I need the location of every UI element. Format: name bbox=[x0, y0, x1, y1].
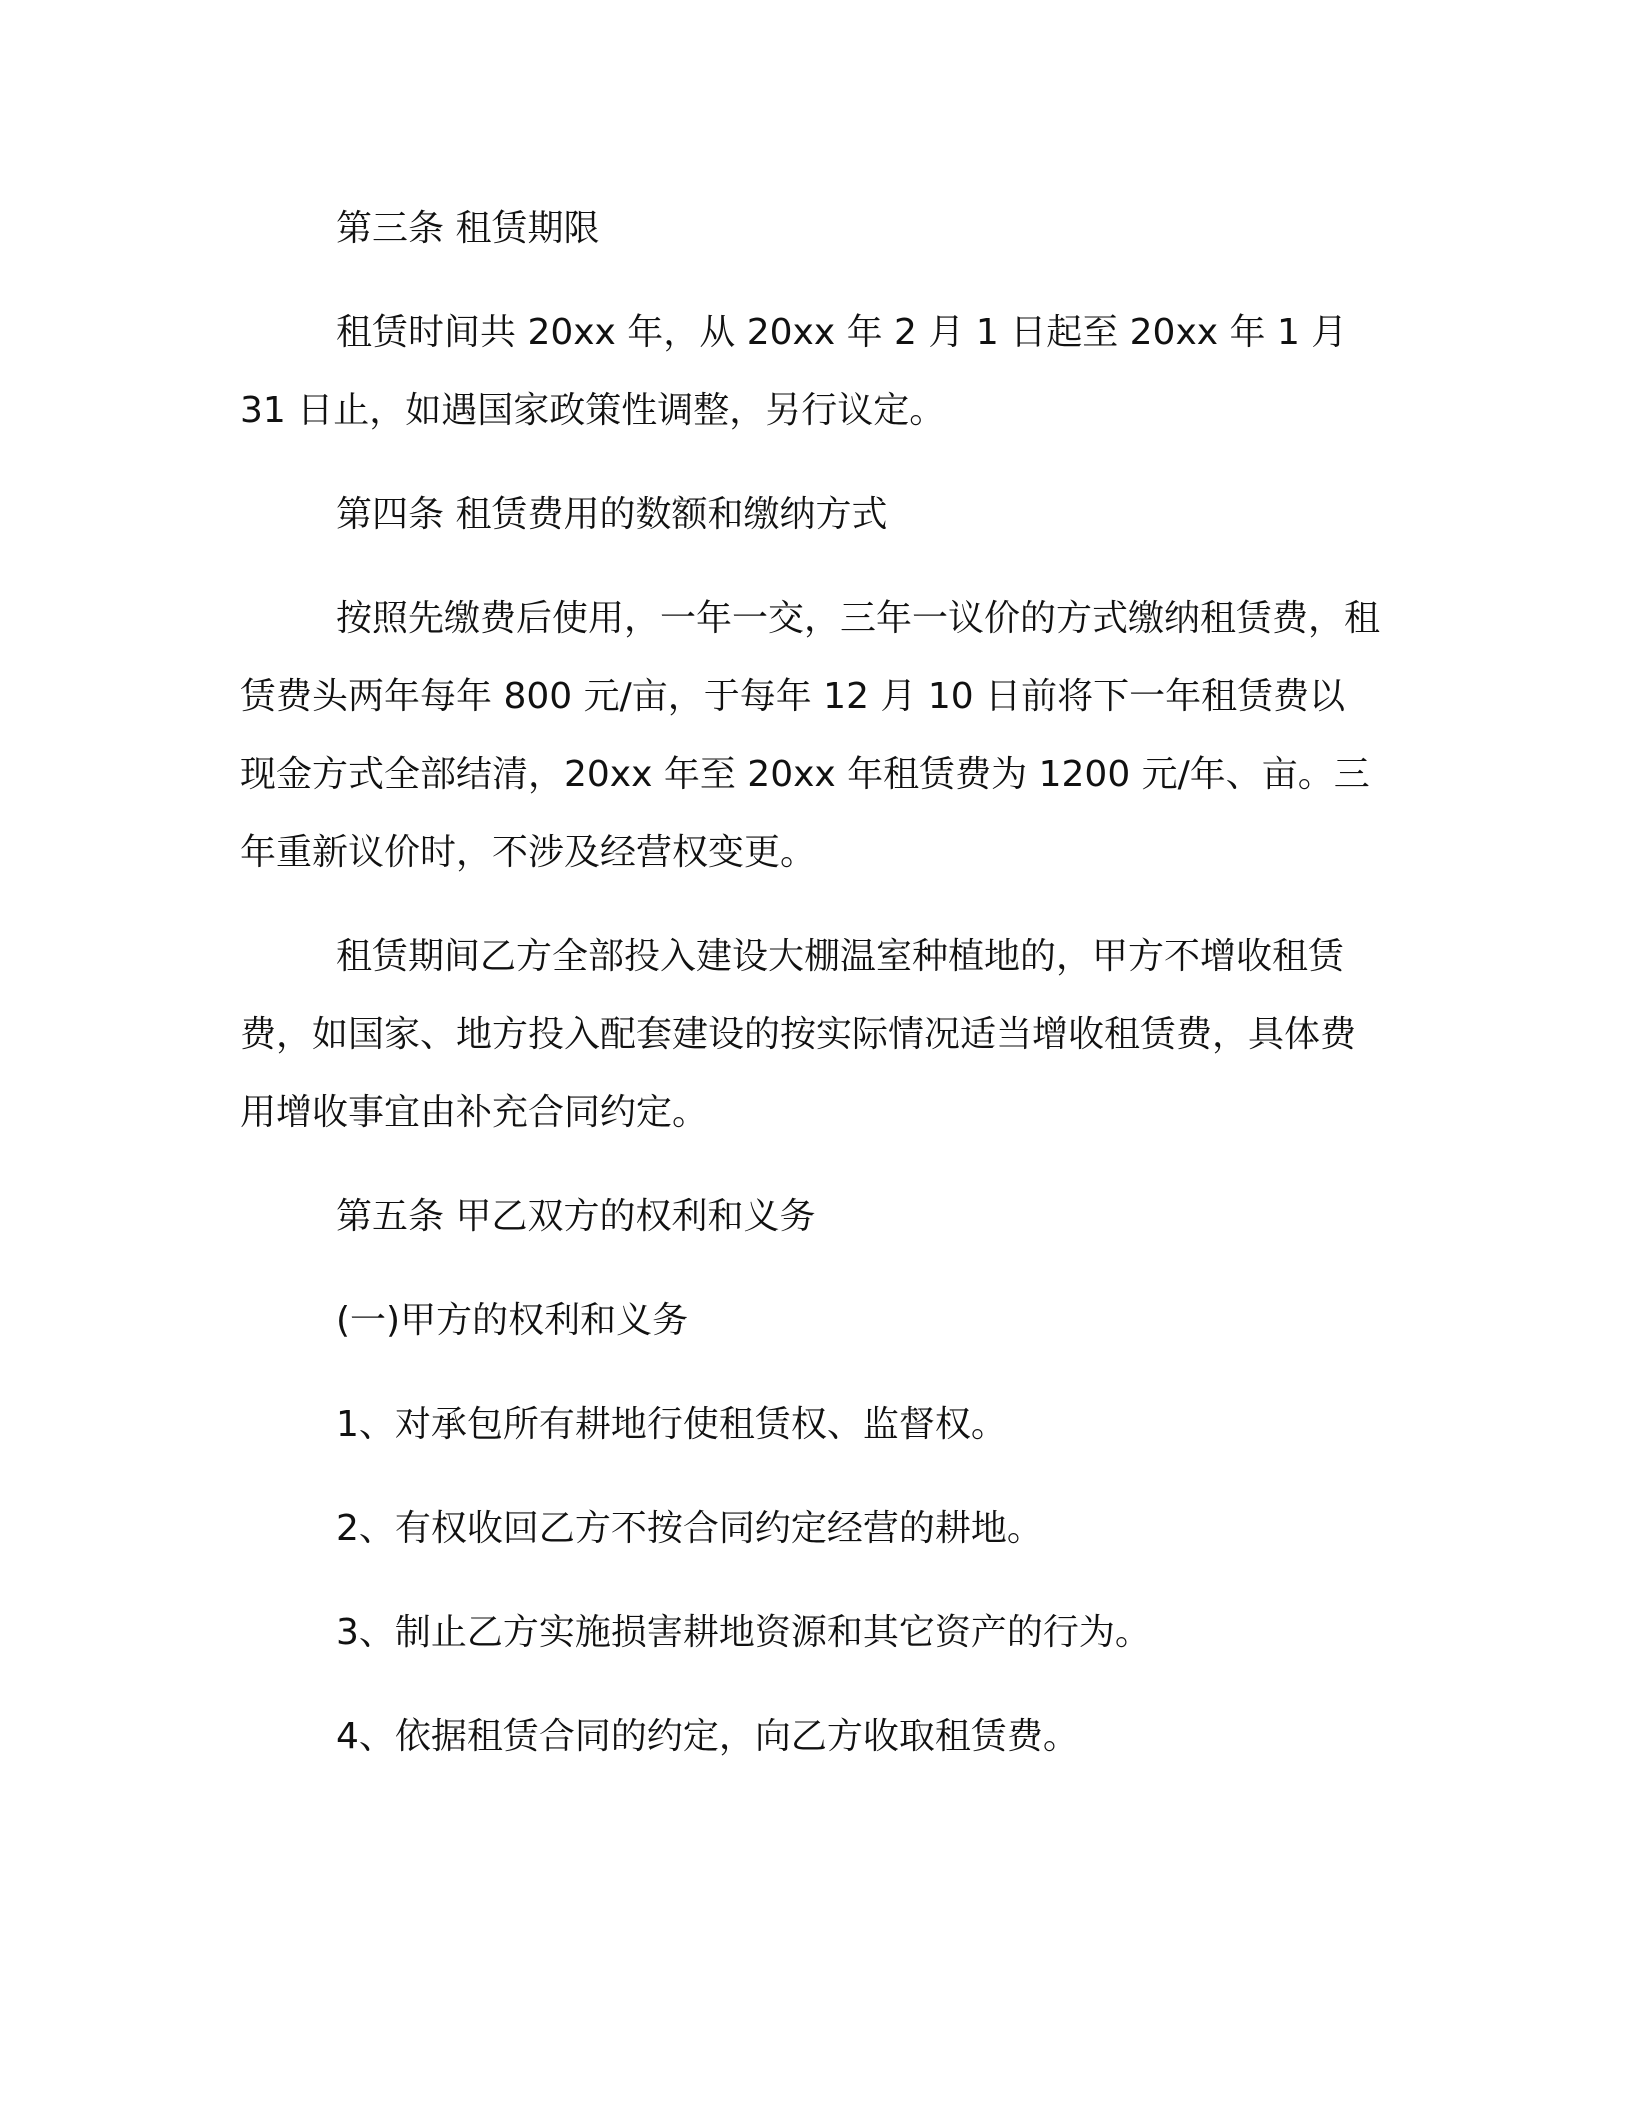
document-body bbox=[240, 190, 1380, 1776]
article-4-supplement: 租赁期间乙方全部投入建设大棚温室种植地的，甲方不增收租赁费，如国家、地方投入配套建设的按实际情况适当增收租赁费，具体费用增收事宜由补充合同约定。 bbox=[240, 936, 1357, 1133]
list-item: 1、对承包所有耕地行使租赁权、监督权。 bbox=[336, 1404, 1007, 1445]
article-3-text: 租赁时间共 20xx 年，从 20xx 年 2 月 1 日起至 20xx 年 1 月 31 日止，如遇国家政策性调整，另行议定。 bbox=[240, 312, 1348, 431]
list-item: 2、有权收回乙方不按合同约定经营的耕地。 bbox=[336, 1508, 1043, 1549]
section-1-heading: (一)甲方的权利和义务 bbox=[336, 1300, 689, 1341]
article-4-heading: 第四条 租赁费用的数额和缴纳方式 bbox=[336, 494, 888, 535]
list-item: 4、依据租赁合同的约定，向乙方收取租赁费。 bbox=[336, 1716, 1079, 1757]
article-4-text: 按照先缴费后使用，一年一交，三年一议价的方式缴纳租赁费，租赁费头两年每年 800 元/亩，于每年 12 月 10 日前将下一年租赁费以现金方式全部结清，20xx 年至 20xx 年租赁费为 1200 元/年、亩。三年重新议价时，不涉及经营权变更。 bbox=[240, 598, 1381, 873]
list-item: 3、制止乙方实施损害耕地资源和其它资产的行为。 bbox=[336, 1612, 1151, 1653]
article-5-heading: 第五条 甲乙双方的权利和义务 bbox=[336, 1196, 816, 1237]
article-3-heading: 第三条 租赁期限 bbox=[336, 208, 600, 249]
